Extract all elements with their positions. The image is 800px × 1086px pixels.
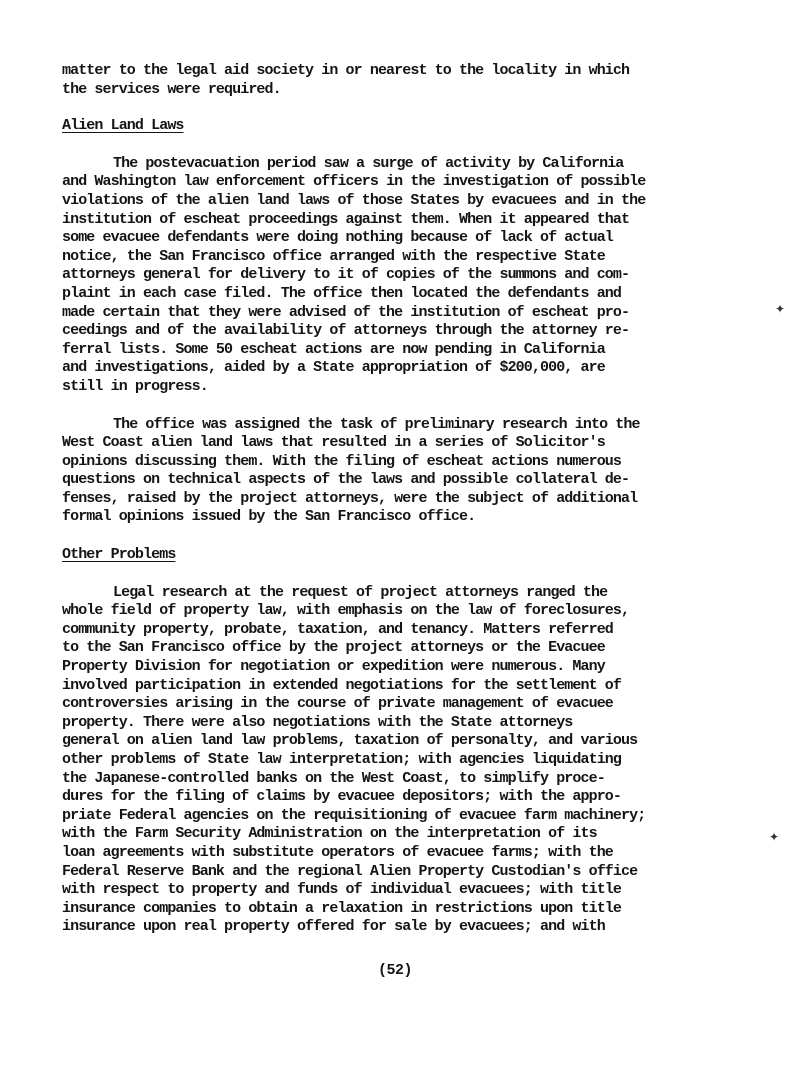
text-line: The postevacuation period saw a surge of activity by California [113, 154, 624, 172]
text-line: property. There were also negotiations with the State attorneys [62, 713, 573, 731]
text-line: loan agreements with substitute operators of evacuee farms; with the [62, 843, 613, 861]
section-alien-land-laws [62, 117, 752, 527]
text-line: institution of escheat proceedings against them. When it appeared that [62, 210, 630, 228]
margin-mark-icon: ✦ [775, 302, 786, 316]
text-line: whole field of property law, with emphasis on the law of foreclosures, [62, 602, 630, 620]
text-line: and Washington law enforcement officers in the investigation of possible [62, 173, 646, 191]
text-line: priate Federal agencies on the requisitioning of evacuee farm machinery; [62, 806, 646, 824]
section-other-problems [62, 546, 752, 937]
section-heading: Alien Land Laws [62, 117, 184, 135]
text-line: The office was assigned the task of preliminary research into the [113, 415, 640, 433]
text-line: opinions discussing them. With the filing of escheat actions numerous [62, 452, 622, 470]
text-line: with the Farm Security Administration on the interpretation of its [62, 825, 597, 843]
text-line: insurance upon real property offered for sale by evacuees; and with [62, 918, 605, 936]
text-line: matter to the legal aid society in or nearest to the locality in which [62, 62, 630, 79]
text-line: Legal research at the request of project attorneys ranged the [113, 583, 608, 601]
paragraph [62, 584, 752, 937]
text-line: ceedings and of the availability of attorneys through the attorney re- [62, 322, 630, 340]
text-line: plaint in each case filed. The office then located the defendants and [62, 284, 622, 302]
paragraph [62, 155, 752, 397]
text-line: made certain that they were advised of the institution of escheat pro- [62, 303, 630, 321]
page-number: (52) [377, 962, 412, 979]
text-line: insurance companies to obtain a relaxation in restrictions upon title [62, 899, 622, 917]
text-line: the Japanese-controlled banks on the West Coast, to simplify proce- [62, 769, 605, 787]
text-line: the services were required. [62, 80, 281, 98]
text-line: other problems of State law interpretation; with agencies liquidating [62, 751, 622, 768]
text-line: notice, the San Francisco office arranged with the respective State [62, 247, 605, 265]
text-line: with respect to property and funds of individual evacuees; with title [62, 881, 622, 899]
document-page [62, 62, 752, 937]
text-line: Property Division for negotiation or expedition were numerous. Many [62, 658, 605, 676]
text-line: community property, probate, taxation, and tenancy. Matters referred [62, 620, 613, 638]
text-line: Federal Reserve Bank and the regional Alien Property Custodian's office [62, 862, 638, 880]
text-line: controversies arising in the course of private management of evacuee [62, 695, 613, 713]
text-line: questions on technical aspects of the laws and possible collateral de- [62, 471, 630, 489]
text-line: some evacuee defendants were doing nothing because of lack of actual [62, 229, 613, 247]
text-line: formal opinions issued by the San Francisco office. [62, 508, 476, 526]
text-line: and investigations, aided by a State appropriation of $200,000, are [62, 359, 605, 377]
paragraph [62, 416, 752, 528]
text-line: ferral lists. Some 50 escheat actions are now pending in California [62, 340, 605, 358]
text-line: still in progress. [62, 377, 208, 395]
intro-paragraph [62, 62, 752, 99]
text-line: violations of the alien land laws of those States by evacuees and in the [62, 191, 646, 209]
text-line: involved participation in extended negotiations for the settlement of [62, 676, 622, 694]
margin-mark-icon: ✦ [769, 830, 780, 844]
text-line: attorneys general for delivery to it of copies of the summons and com- [62, 266, 630, 284]
text-line: West Coast alien land laws that resulted in a series of Solicitor's [62, 434, 605, 452]
section-heading: Other Problems [62, 546, 176, 564]
text-line: fenses, raised by the project attorneys, were the subject of additional [62, 489, 638, 507]
text-line: to the San Francisco office by the project attorneys or the Evacuee [62, 639, 605, 657]
text-line: general on alien land law problems, taxation of personalty, and various [62, 732, 638, 750]
text-line: dures for the filing of claims by evacuee depositors; with the appro- [62, 788, 622, 806]
